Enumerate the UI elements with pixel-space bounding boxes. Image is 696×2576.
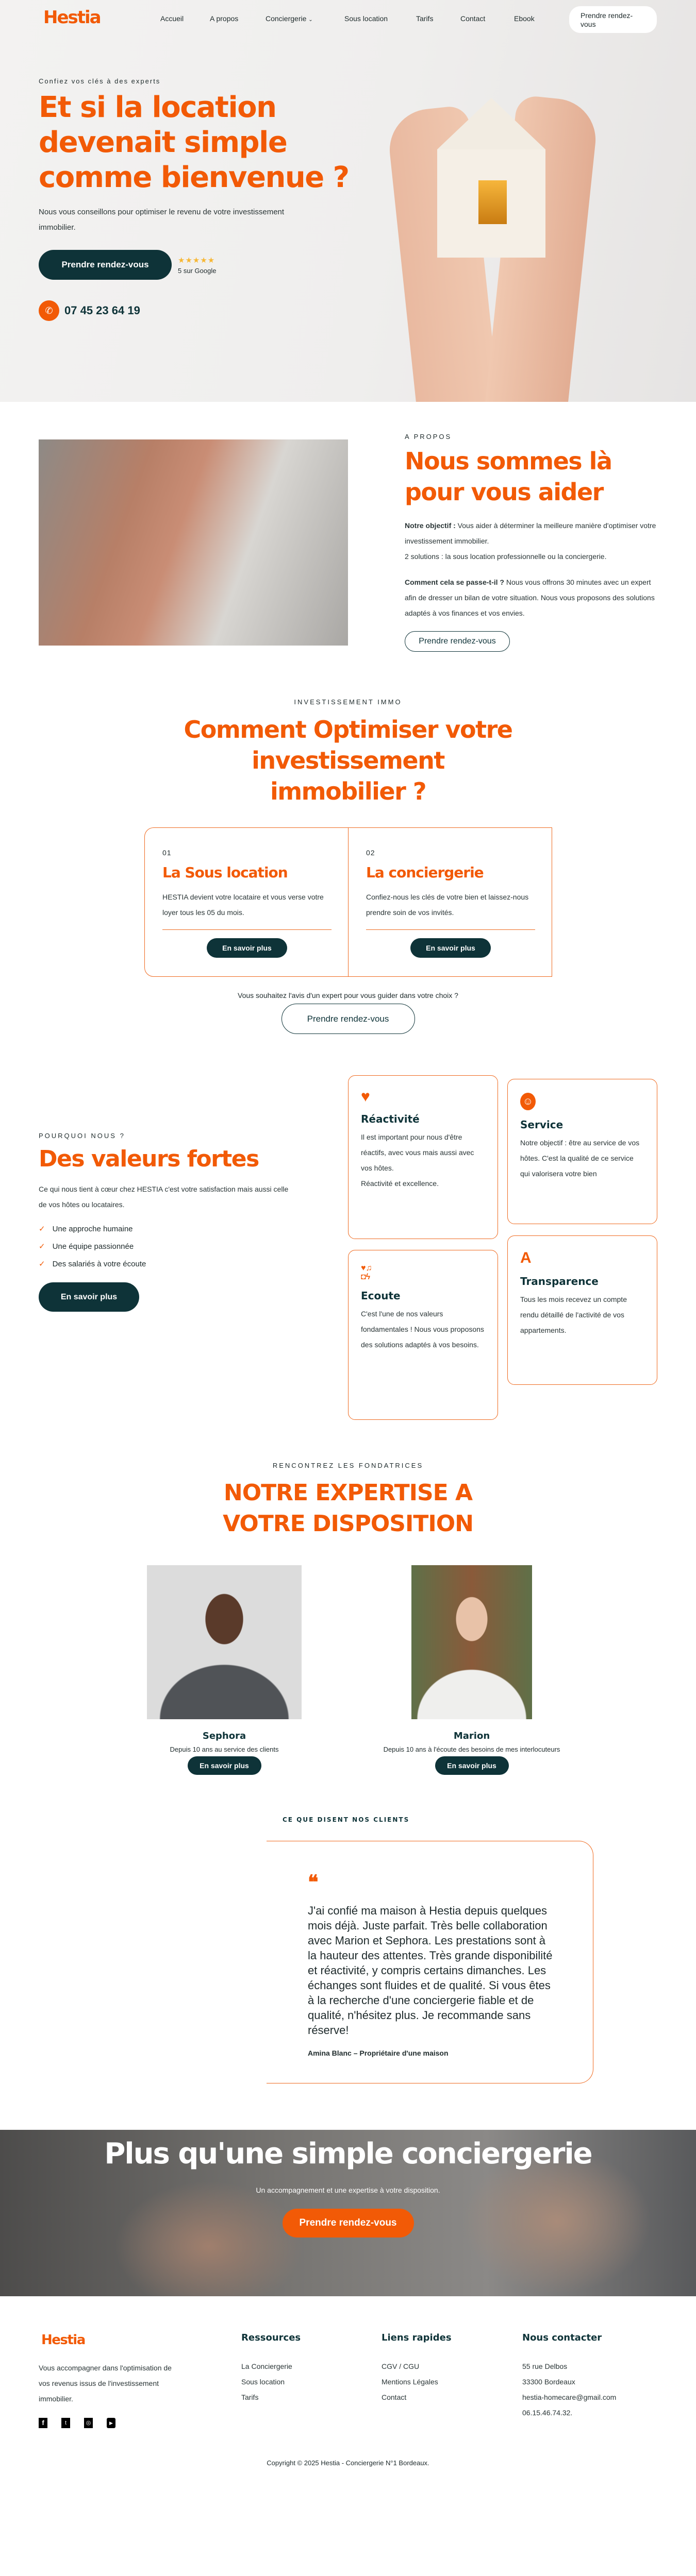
value-text: C'est l'une de nos valeurs fondamentales ! Nous vous proposons des solutions adaptés à vos besoins. bbox=[361, 1310, 484, 1349]
values-title: Des valeurs fortes bbox=[39, 1146, 259, 1172]
member-name: Sephora bbox=[202, 1731, 246, 1741]
values-cta-button[interactable]: En savoir plus bbox=[39, 1282, 139, 1312]
about-p1-text: Vous aider à déterminer la meilleure manière d'optimiser votre investissement immobilier. bbox=[405, 521, 656, 545]
value-text: Notre objectif : être au service de vos hôtes. C'est la qualité de ce service qui valorisera votre bien bbox=[520, 1139, 640, 1178]
hero-phone[interactable]: 07 45 23 64 19 bbox=[64, 304, 140, 317]
footer-phone[interactable]: 06.15.46.74.32. bbox=[522, 2409, 573, 2417]
values-text: Ce qui nous tient à cœur chez HESTIA c'est votre satisfaction mais aussi celle de vos hôtes ou locataires. bbox=[39, 1185, 289, 1209]
testimonial-card bbox=[267, 1841, 593, 2083]
hero-title: Et si la location devenait simple comme bienvenue ? bbox=[39, 91, 349, 194]
banner-cta-button[interactable]: Prendre rendez-vous bbox=[283, 2209, 414, 2238]
footer-address: 55 rue Delbos bbox=[522, 2362, 568, 2370]
member-desc: Depuis 10 ans à l'écoute des besoins de mes interlocuteurs bbox=[383, 1745, 560, 1753]
card-cta-button[interactable]: En savoir plus bbox=[207, 938, 287, 958]
solution-card-conciergerie bbox=[349, 828, 552, 976]
team-members bbox=[0, 1565, 696, 1775]
values-list bbox=[39, 1221, 327, 1273]
member-desc: Depuis 10 ans au service des clients bbox=[170, 1745, 279, 1753]
member-marion bbox=[343, 1565, 601, 1775]
phone-icon: ✆ bbox=[39, 300, 59, 321]
values-section bbox=[0, 1065, 696, 1426]
value-title: Service bbox=[520, 1118, 564, 1131]
values-list-item bbox=[39, 1238, 327, 1256]
hero-section bbox=[0, 0, 696, 402]
value-card-transparence bbox=[507, 1235, 657, 1385]
footer-col-contact bbox=[522, 2332, 616, 2428]
footer-email[interactable]: hestia-homecare@gmail.com bbox=[522, 2393, 617, 2401]
cta-banner bbox=[0, 2130, 696, 2296]
check-icon: ✓ bbox=[39, 1225, 45, 1233]
banner-text: Un accompagnement et une expertise à votre disposition. bbox=[256, 2186, 440, 2194]
nav-cta-button[interactable]: Prendre rendez-vous bbox=[569, 6, 657, 33]
smile-icon: ☺ bbox=[520, 1093, 536, 1110]
member-sephora bbox=[121, 1565, 327, 1775]
footer-link[interactable]: Tarifs bbox=[241, 2393, 259, 2401]
about-eyebrow: A PROPOS bbox=[405, 433, 452, 440]
solution-card-sous-location bbox=[145, 828, 349, 976]
rating bbox=[178, 256, 216, 275]
team-eyebrow: RENCONTREZ LES FONDATRICES bbox=[272, 1462, 424, 1469]
rating-text: 5 sur Google bbox=[178, 266, 217, 275]
testimonial-author: Amina Blanc – Propriétaire d'une maison bbox=[308, 2049, 449, 2057]
check-icon: ✓ bbox=[39, 1260, 45, 1268]
quote-icon: ❝ bbox=[308, 1872, 319, 1893]
value-card-service bbox=[507, 1079, 657, 1224]
member-photo-sephora bbox=[147, 1565, 302, 1719]
footer-link[interactable]: CGV / CGU bbox=[382, 2362, 420, 2370]
activities-icon: ♥♫ ◘ϟ bbox=[361, 1264, 372, 1281]
footer-link[interactable]: Sous location bbox=[241, 2378, 285, 2386]
hero-cta-row bbox=[39, 250, 369, 280]
house-model bbox=[437, 98, 545, 252]
value-text: Tous les mois recevez un compte rendu détaillé de l'activité de vos appartements. bbox=[520, 1295, 627, 1334]
card-title: La Sous location bbox=[162, 864, 288, 881]
about-p1 bbox=[405, 518, 657, 564]
footer bbox=[0, 2296, 696, 2482]
list-item-label: Une équipe passionnée bbox=[52, 1242, 134, 1251]
invest-eyebrow: INVESTISSEMENT IMMO bbox=[294, 698, 402, 706]
logo[interactable]: Hestia bbox=[43, 7, 101, 28]
hero-cta-button[interactable]: Prendre rendez-vous bbox=[39, 250, 172, 280]
footer-city: 33300 Bordeaux bbox=[522, 2378, 575, 2386]
nav-contact[interactable]: Contact bbox=[460, 14, 486, 23]
facebook-icon[interactable]: f bbox=[39, 2418, 47, 2428]
about-p2-bold: Comment cela se passe-t-il ? bbox=[405, 578, 504, 586]
member-name: Marion bbox=[453, 1731, 490, 1741]
instagram-icon[interactable]: ◎ bbox=[84, 2418, 93, 2428]
hero-eyebrow: Confiez vos clés à des experts bbox=[39, 77, 161, 85]
banner-title: Plus qu'une simple conciergerie bbox=[104, 2137, 592, 2171]
values-list-item bbox=[39, 1256, 327, 1273]
about-p2 bbox=[405, 574, 657, 621]
value-text-2: Réactivité et excellence. bbox=[361, 1179, 439, 1188]
value-card-ecoute bbox=[348, 1250, 498, 1420]
footer-link[interactable]: La Conciergerie bbox=[241, 2362, 292, 2370]
about-p1b-text: 2 solutions : la sous location professionnelle ou la conciergerie. bbox=[405, 552, 607, 561]
invest-section bbox=[0, 662, 696, 1034]
about-section bbox=[0, 402, 696, 662]
footer-logo[interactable]: Hestia bbox=[41, 2332, 85, 2348]
invest-cta-button[interactable]: Prendre rendez-vous bbox=[281, 1004, 415, 1034]
value-card-reactivite bbox=[348, 1075, 498, 1239]
chevron-down-icon: ⌄ bbox=[308, 17, 313, 23]
card-number: 02 bbox=[366, 849, 375, 857]
team-section bbox=[0, 1426, 696, 1775]
card-text: HESTIA devient votre locataire et vous verse votre loyer tous les 05 du mois. bbox=[162, 893, 324, 917]
divider bbox=[162, 929, 332, 930]
about-p1-bold: Notre objectif : bbox=[405, 521, 456, 530]
check-icon: ✓ bbox=[39, 1242, 45, 1251]
list-item-label: Une approche humaine bbox=[52, 1225, 133, 1233]
divider bbox=[366, 929, 535, 930]
hero-image bbox=[382, 77, 619, 402]
value-title: Ecoute bbox=[361, 1290, 401, 1302]
values-list-item bbox=[39, 1221, 327, 1238]
footer-link[interactable]: Contact bbox=[382, 2393, 407, 2401]
values-eyebrow: POURQUOI NOUS ? bbox=[39, 1132, 125, 1140]
heart-icon: ♥ bbox=[361, 1088, 370, 1105]
hero-text: Nous vous conseillons pour optimiser le revenu de votre investissement immobilier. bbox=[39, 208, 285, 232]
footer-col-title: Ressources bbox=[241, 2332, 301, 2343]
team-title: NOTRE EXPERTISE A VOTRE DISPOSITION bbox=[223, 1480, 473, 1537]
testimonial-section bbox=[0, 1775, 696, 2083]
compass-icon: A bbox=[520, 1249, 532, 1266]
about-p2-text: Nous vous offrons 30 minutes avec un expert afin de dresser un bilan de votre situation. Nous vous proposons des solutions adaptés à vos finances et vos envies. bbox=[405, 578, 655, 617]
hero-content bbox=[39, 77, 369, 321]
footer-col-title: Liens rapides bbox=[382, 2332, 452, 2343]
footer-col-ressources bbox=[241, 2332, 382, 2428]
hero-phone-row bbox=[39, 300, 369, 321]
about-title: Nous sommes là pour vous aider bbox=[405, 447, 612, 506]
about-cta-button[interactable]: Prendre rendez-vous bbox=[405, 631, 510, 652]
nav-accueil[interactable]: Accueil bbox=[160, 14, 184, 23]
rating-stars: ★★★★★ bbox=[178, 256, 216, 265]
social-links bbox=[39, 2418, 241, 2428]
testimonial-text: J'ai confié ma maison à Hestia depuis quelques mois déjà. Juste parfait. Très belle collaboration avec Marion et Sephora. Les prestations sont à la hauteur des attentes. Très grande disponibilité et réactivité, y compris certains dimanches. Les échanges sont fluides et de qualité. Si vous êtes à la recherche d'une conciergerie fiable et de qualité, n'hésitez plus. Je recommande sans réserve! bbox=[308, 1904, 553, 2037]
twitter-icon[interactable]: t bbox=[61, 2418, 70, 2428]
nav-tarifs[interactable]: Tarifs bbox=[416, 14, 434, 23]
card-text: Confiez-nous les clés de votre bien et laissez-nous prendre soin de vos invités. bbox=[366, 893, 529, 917]
invest-question: Vous souhaitez l'avis d'un expert pour vous guider dans votre choix ? bbox=[238, 991, 458, 999]
footer-col-brand bbox=[39, 2332, 241, 2428]
footer-col-liens bbox=[382, 2332, 522, 2428]
value-text: Il est important pour nous d'être réactifs, avec vous mais aussi avec vos hôtes. bbox=[361, 1133, 474, 1172]
card-cta-button[interactable]: En savoir plus bbox=[410, 938, 491, 958]
youtube-icon[interactable]: ▶ bbox=[107, 2418, 115, 2428]
nav-ebook[interactable]: Ebook bbox=[514, 14, 535, 23]
nav-a-propos[interactable]: A propos bbox=[210, 14, 239, 23]
testimonial-eyebrow: CE QUE DISENT NOS CLIENTS bbox=[283, 1816, 410, 1823]
about-content bbox=[405, 433, 657, 652]
footer-col-title: Nous contacter bbox=[522, 2332, 602, 2343]
footer-text: Vous accompagner dans l'optimisation de vos revenus issus de l'investissement immobilier. bbox=[39, 2364, 172, 2403]
about-image bbox=[39, 439, 348, 646]
card-title: La conciergerie bbox=[366, 864, 484, 881]
footer-link[interactable]: Mentions Légales bbox=[382, 2378, 438, 2386]
nav-sous-location[interactable]: Sous location bbox=[344, 14, 388, 23]
member-photo-marion bbox=[411, 1565, 532, 1719]
card-number: 01 bbox=[162, 849, 172, 857]
value-title: Réactivité bbox=[361, 1113, 420, 1125]
copyright: Copyright © 2025 Hestia - Conciergerie N°1 Bordeaux. bbox=[267, 2459, 429, 2467]
solutions-box bbox=[144, 827, 552, 977]
member-cta-button[interactable]: En savoir plus bbox=[188, 1756, 261, 1775]
member-cta-button[interactable]: En savoir plus bbox=[435, 1756, 509, 1775]
nav-conciergerie-label: Conciergerie bbox=[266, 14, 307, 23]
values-content bbox=[39, 1132, 327, 1312]
footer-columns bbox=[0, 2332, 696, 2428]
value-title: Transparence bbox=[520, 1275, 599, 1287]
list-item-label: Des salariés à votre écoute bbox=[52, 1260, 146, 1268]
nav-conciergerie[interactable] bbox=[266, 14, 313, 23]
invest-title: Comment Optimiser votre investissement immobilier ? bbox=[184, 716, 512, 805]
